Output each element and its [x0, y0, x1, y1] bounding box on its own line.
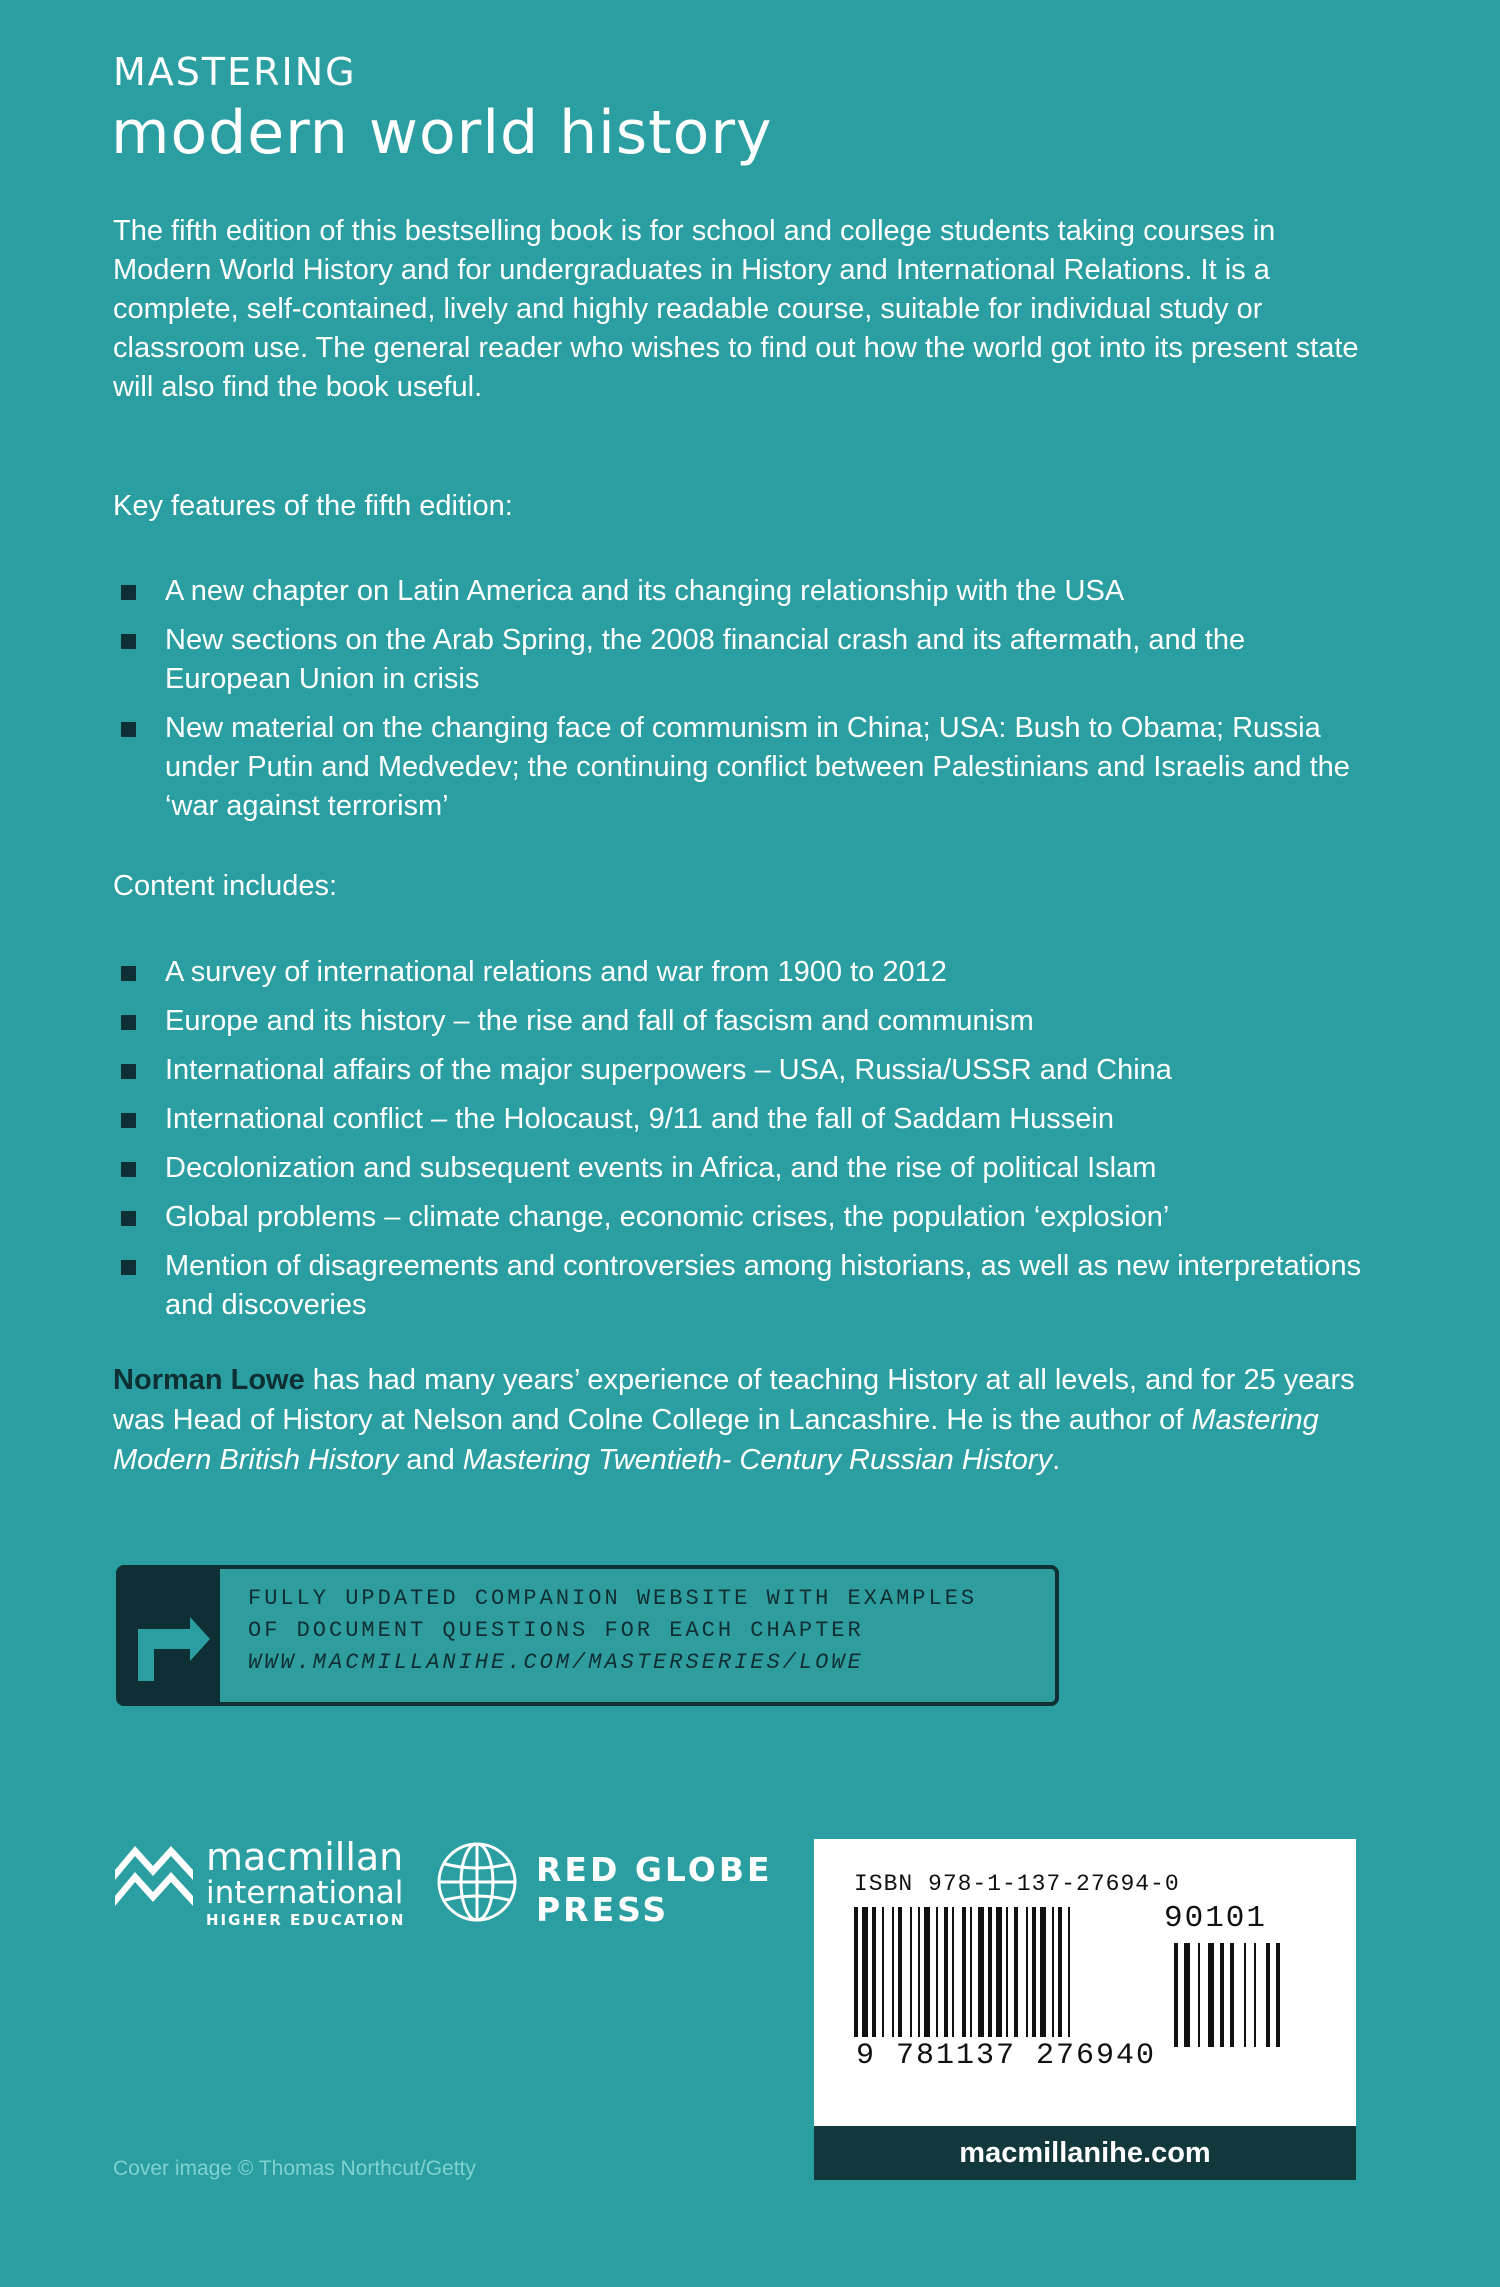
barcode-digits: 9 781137 276940	[856, 2039, 1157, 2073]
red-globe-press-wordmark: RED GLOBE PRESS	[536, 1850, 773, 1929]
cover-credit: Cover image © Thomas Northcut/Getty	[113, 2157, 476, 2180]
intro-paragraph: The fifth edition of this bestselling book is for school and college students taking courses in Modern World History and for undergraduates in History and International Relations. It is a complete, self-contained, lively and highly readable course, suitable for individual study or classroom use. The general reader who wishes to find out how the world got into its present state will also find the book useful.	[113, 215, 1359, 403]
barcode-bar	[1006, 1907, 1008, 2037]
companion-website-banner	[116, 1565, 1059, 1706]
bullet-icon	[121, 1015, 136, 1030]
barcode-addon-bar	[1230, 1943, 1234, 2047]
website-arrow-icon	[120, 1569, 220, 1702]
book-title: modern world history	[111, 98, 773, 168]
barcode-bar	[944, 1907, 948, 2037]
barcode-bar	[1058, 1907, 1062, 2037]
list-item: A survey of international relations and war from 1900 to 2012	[113, 953, 1373, 992]
bullet-icon	[121, 1162, 136, 1177]
list-item: International conflict – the Holocaust, 9/11 and the fall of Saddam Hussein	[113, 1100, 1373, 1139]
barcode-addon-bar	[1254, 1943, 1256, 2047]
barcode-addon-bar	[1174, 1943, 1178, 2047]
barcode-bar	[918, 1907, 920, 2037]
barcode-bar	[996, 1907, 1002, 2037]
barcode-bar	[910, 1907, 912, 2037]
list-item: New sections on the Arab Spring, the 2008 financial crash and its aftermath, and the European Union in crisis	[113, 621, 1373, 699]
bullet-icon	[121, 722, 136, 737]
publisher-website: macmillanihe.com	[814, 2126, 1356, 2180]
list-item: Europe and its history – the rise and fall of fascism and communism	[113, 1002, 1373, 1041]
barcode-bar	[970, 1907, 972, 2037]
barcode-addon: 90101	[1164, 1901, 1268, 1936]
barcode-bar	[1014, 1907, 1018, 2037]
barcode-bar	[898, 1907, 902, 2037]
barcode-addon-bar	[1208, 1943, 1214, 2047]
barcode-bar	[1040, 1907, 1046, 2037]
author-name: Norman Lowe	[113, 1364, 305, 1396]
barcode-bar	[962, 1907, 966, 2037]
barcode-bar	[924, 1907, 930, 2037]
barcode-bar	[1068, 1907, 1070, 2037]
content-list	[113, 953, 1373, 1335]
list-item: Mention of disagreements and controversies among historians, as well as new interpretations and discoveries	[113, 1247, 1373, 1325]
barcode-bar	[854, 1907, 858, 2037]
barcode-bar	[988, 1907, 992, 2037]
barcode-bar	[892, 1907, 894, 2037]
barcode-addon-bar	[1276, 1943, 1280, 2047]
bullet-icon	[121, 634, 136, 649]
barcode-addon-bar	[1244, 1943, 1246, 2047]
content-heading: Content includes:	[113, 870, 338, 902]
isbn-number: ISBN 978-1-137-27694-0	[854, 1871, 1180, 1897]
list-item: New material on the changing face of communism in China; USA: Bush to Obama; Russia under Putin and Medvedev; the continuing conflict between Palestinians and Israelis and the ‘war against terrorism’	[113, 709, 1373, 826]
bullet-icon	[121, 1113, 136, 1128]
companion-url: WWW.MACMILLANIHE.COM/MASTERSERIES/LOWE	[248, 1650, 864, 1675]
barcode-bar	[862, 1907, 868, 2037]
barcode-bar	[952, 1907, 954, 2037]
macmillan-logo-icon	[113, 1840, 195, 1913]
barcode-bar	[872, 1907, 876, 2037]
bullet-icon	[121, 1260, 136, 1275]
bullet-icon	[121, 966, 136, 981]
barcode-bar	[978, 1907, 984, 2037]
key-features-heading: Key features of the fifth edition:	[113, 490, 513, 522]
barcode-bar	[936, 1907, 938, 2037]
barcode-bar	[1032, 1907, 1036, 2037]
bullet-icon	[121, 1211, 136, 1226]
globe-icon	[435, 1840, 519, 1929]
bullet-icon	[121, 585, 136, 600]
companion-line-1: FULLY UPDATED COMPANION WEBSITE WITH EXAMPLES	[248, 1586, 978, 1611]
author-bio: Norman Lowe has had many years’ experience of teaching History at all levels, and for 25 years was Head of History at Nelson and Colne College in Lancashire. He is the author of Mastering Modern British History and Mastering Twentieth- Century Russian History.	[113, 1364, 1355, 1476]
series-label: MASTERING	[113, 50, 357, 94]
book-title-2: Mastering Twentieth- Century Russian History	[462, 1444, 1053, 1476]
list-item: Decolonization and subsequent events in Africa, and the rise of political Islam	[113, 1149, 1373, 1188]
barcode-bar	[1026, 1907, 1028, 2037]
macmillan-wordmark: macmillan international HIGHER EDUCATION	[206, 1835, 406, 1929]
list-item: Global problems – climate change, economic crises, the population ‘explosion’	[113, 1198, 1373, 1237]
list-item: International affairs of the major superpowers – USA, Russia/USSR and China	[113, 1051, 1373, 1090]
list-item: A new chapter on Latin America and its changing relationship with the USA	[113, 572, 1373, 611]
barcode-addon-bar	[1220, 1943, 1224, 2047]
book-title-1: Mastering Modern British History	[113, 1404, 1319, 1476]
companion-line-2: OF DOCUMENT QUESTIONS FOR EACH CHAPTER	[248, 1618, 864, 1643]
barcode-addon-bar	[1184, 1943, 1190, 2047]
barcode-addon-bar	[1198, 1943, 1200, 2047]
key-features-list	[113, 572, 1373, 836]
barcode-addon-bar	[1266, 1943, 1270, 2047]
barcode-bar	[882, 1907, 884, 2037]
bullet-icon	[121, 1064, 136, 1079]
barcode-bar	[1052, 1907, 1054, 2037]
